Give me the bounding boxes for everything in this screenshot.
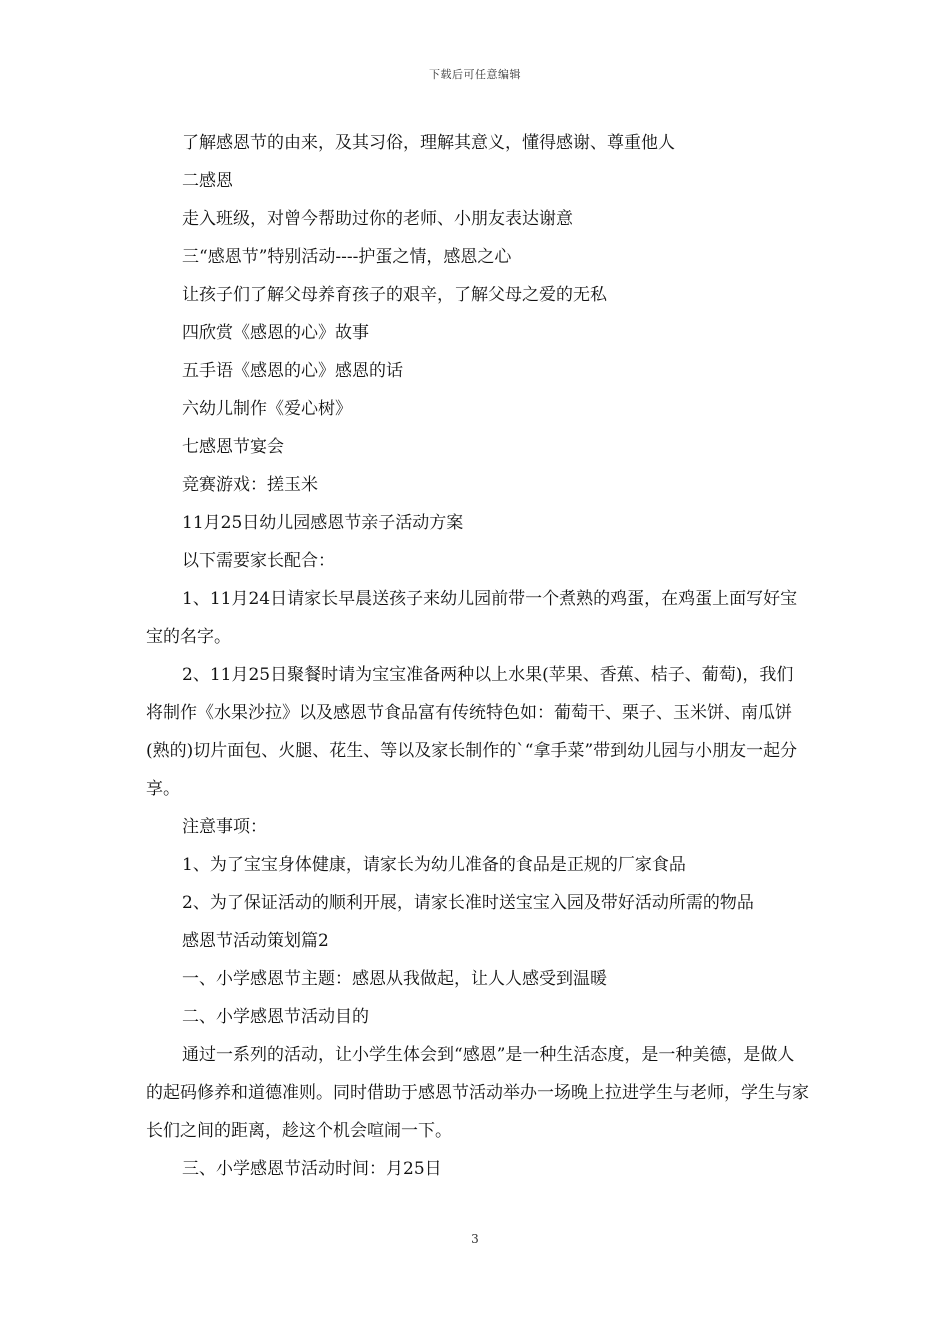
paragraph: 让孩子们了解父母养育孩子的艰辛，了解父母之爱的无私 — [182, 285, 607, 305]
document-body — [146, 124, 810, 1188]
section-heading: 二、小学感恩节活动目的 — [182, 1007, 369, 1027]
section-heading: 三、小学感恩节活动时间：月25日 — [182, 1159, 442, 1179]
section-heading: 四欣赏《感恩的心》故事 — [182, 323, 369, 343]
section-title: 感恩节活动策划篇2 — [182, 931, 329, 951]
paragraph: 竞赛游戏：搓玉米 — [182, 475, 318, 495]
paragraph: 11月25日幼儿园感恩节亲子活动方案 — [182, 513, 464, 533]
list-item: 2、为了保证活动的顺利开展，请家长准时送宝宝入园及带好活动所需的物品 — [182, 893, 754, 913]
section-heading: 五手语《感恩的心》感恩的话 — [182, 361, 403, 381]
paragraph: 注意事项： — [182, 817, 267, 837]
section-heading: 二感恩 — [182, 171, 233, 191]
list-item: 1、为了宝宝身体健康，请家长为幼儿准备的食品是正规的厂家食品 — [182, 855, 686, 875]
list-item: 2、11月25日聚餐时请为宝宝准备两种以上水果(苹果、香蕉、桔子、葡萄)，我们将制作《水果沙拉》以及感恩节食品富有传统特色如：葡萄干、栗子、玉米饼、南瓜饼(熟的)切片面包、火腿、花生、等以及家长制作的`“拿手菜”带到幼儿园与小朋友一起分享。 — [146, 665, 798, 799]
page-number: 3 — [471, 1232, 479, 1246]
section-heading: 七感恩节宴会 — [182, 437, 284, 457]
paragraph: 了解感恩节的由来，及其习俗，理解其意义，懂得感谢、尊重他人 — [182, 133, 675, 153]
paragraph: 以下需要家长配合： — [182, 551, 335, 571]
paragraph: 走入班级，对曾今帮助过你的老师、小朋友表达谢意 — [182, 209, 573, 229]
paragraph: 通过一系列的活动，让小学生体会到“感恩”是一种生活态度，是一种美德，是做人的起码修养和道德准则。同时借助于感恩节活动举办一场晚上拉进学生与老师，学生与家长们之间的距离，趁这个机会喧闹一下。 — [146, 1045, 809, 1141]
section-heading: 三“感恩节”特别活动----护蛋之情，感恩之心 — [182, 247, 512, 267]
list-item: 1、11月24日请家长早晨送孩子来幼儿园前带一个煮熟的鸡蛋，在鸡蛋上面写好宝宝的名字。 — [146, 589, 798, 647]
section-heading: 一、小学感恩节主题：感恩从我做起，让人人感受到温暖 — [182, 969, 607, 989]
section-heading: 六幼儿制作《爱心树》 — [182, 399, 352, 419]
page-header: 下载后可任意编辑 — [429, 68, 521, 81]
